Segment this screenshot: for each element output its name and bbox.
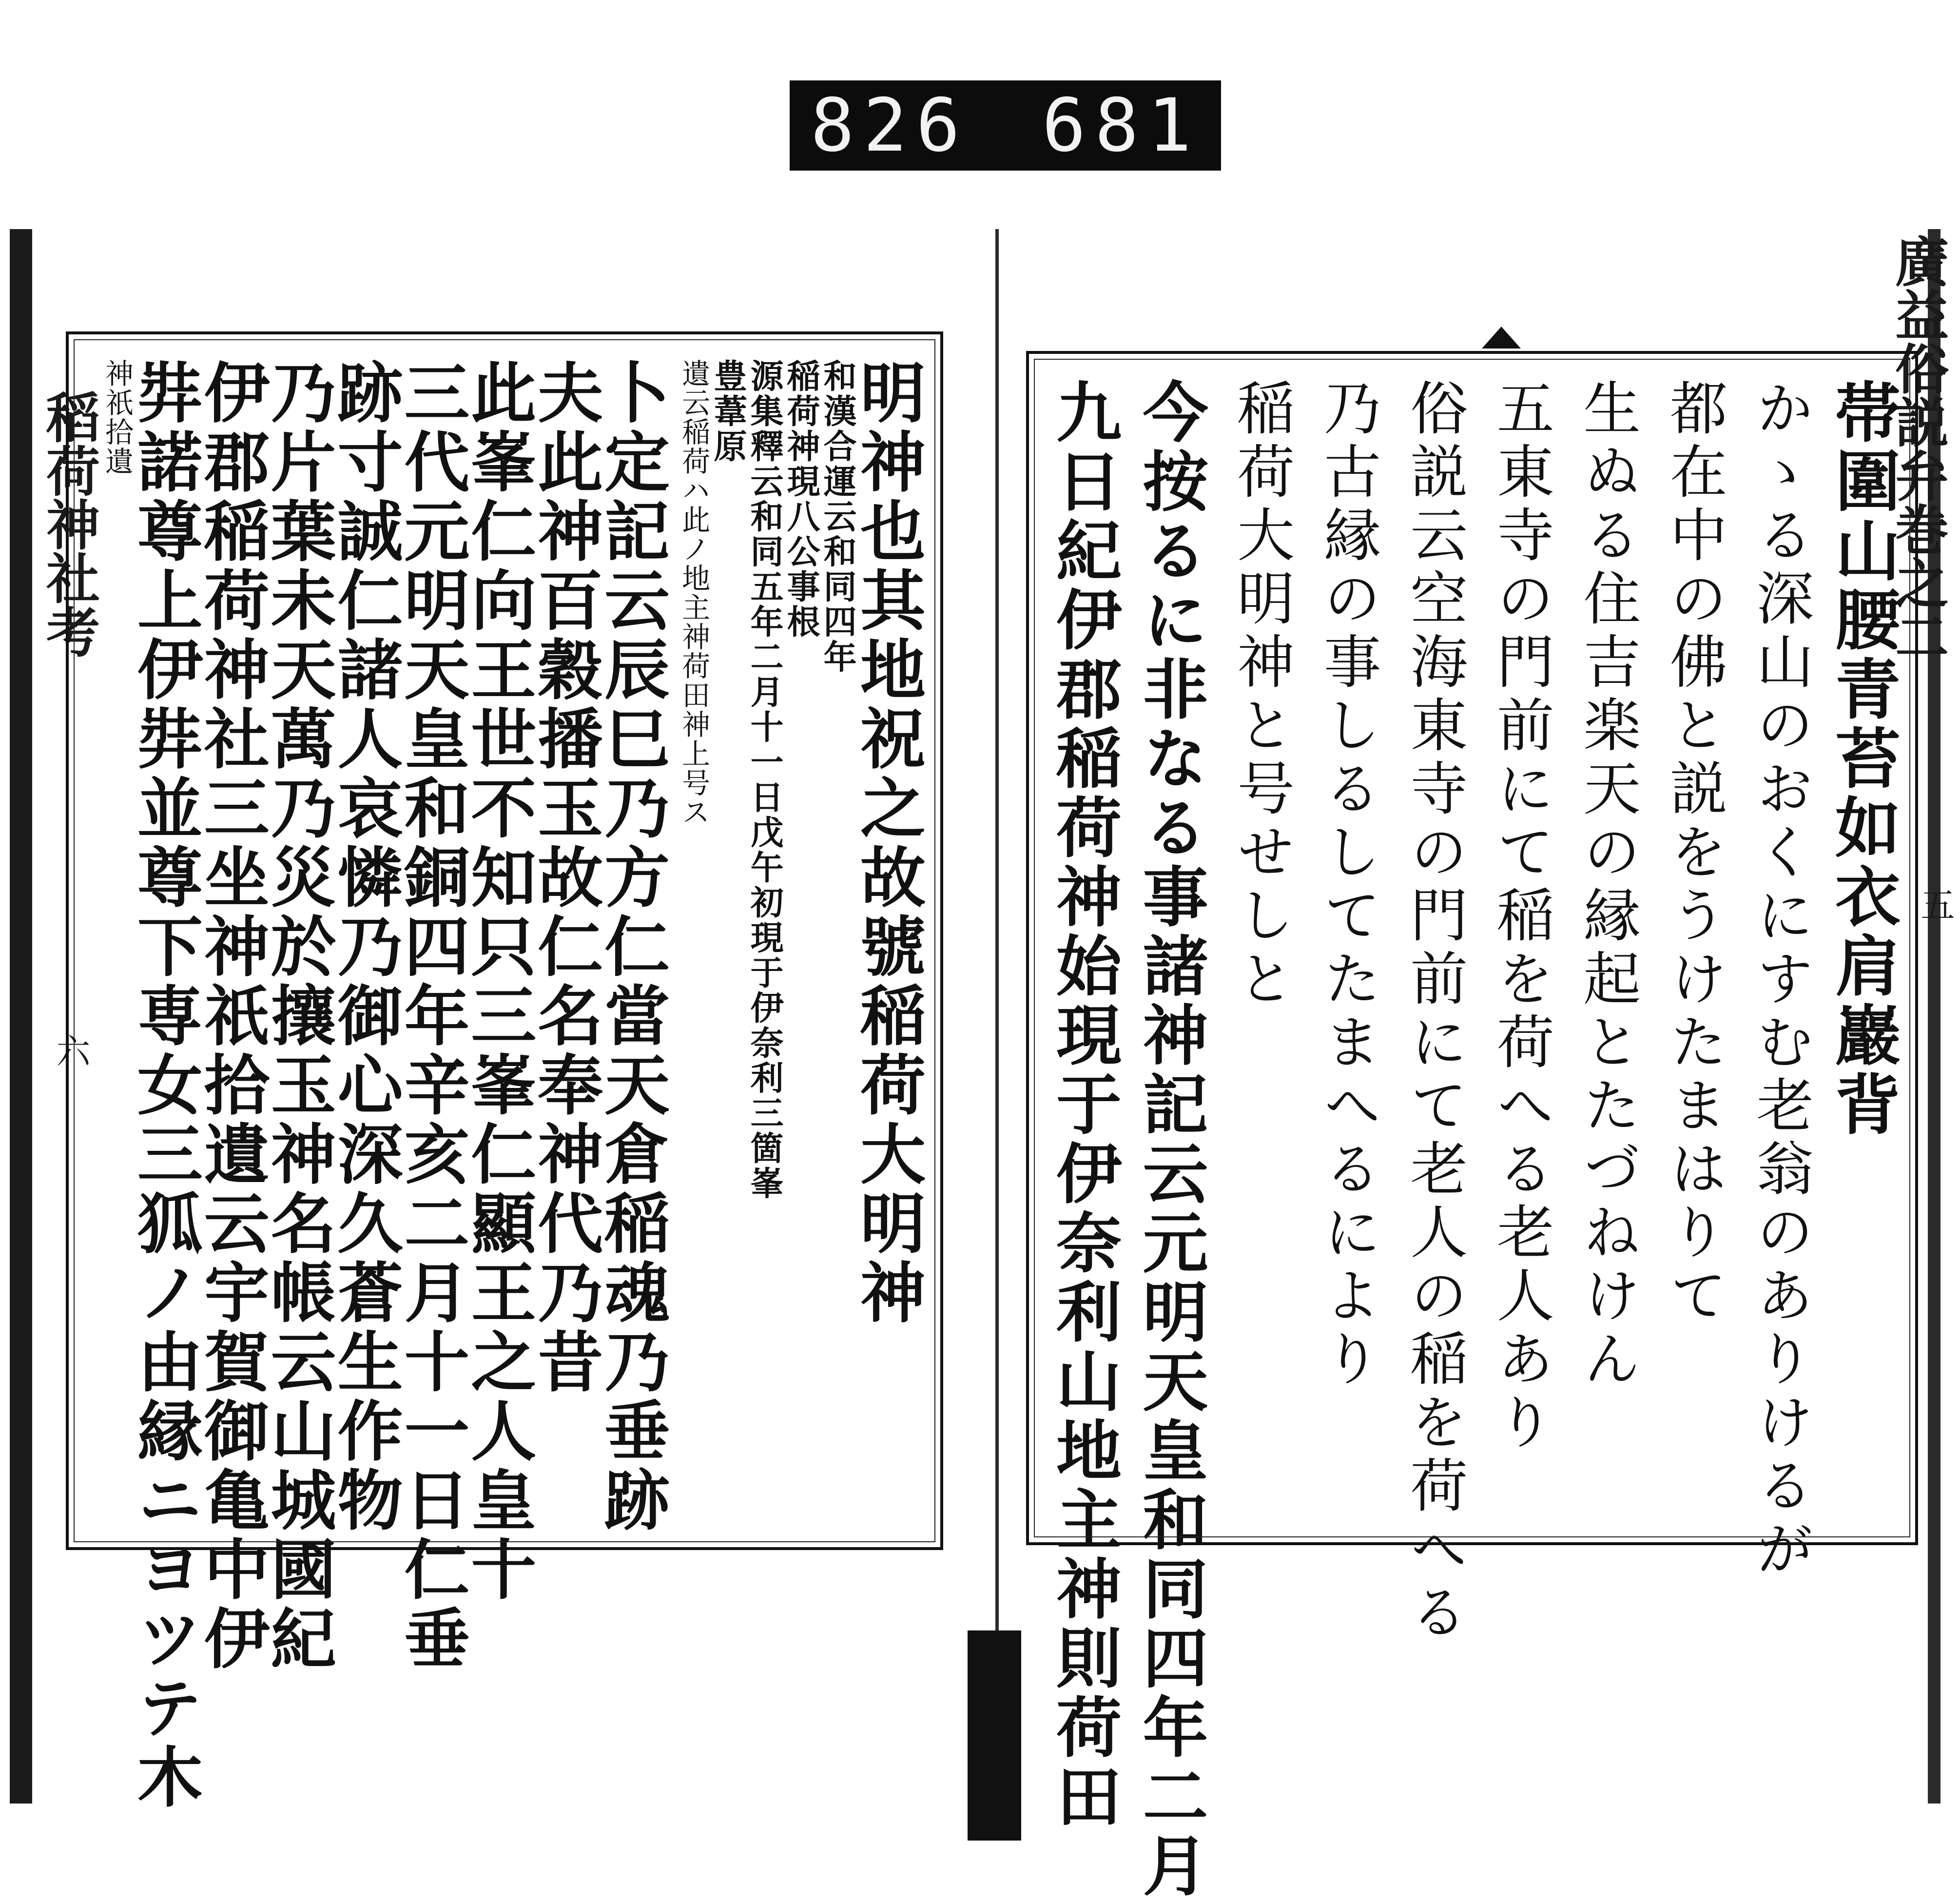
annotation-line: 和漢合運云和同四年 [818, 359, 857, 675]
right-page-side-title: 廣益俗説弁巻之二 [1886, 234, 1949, 663]
text-column: かゝる深山のおくにすむ老翁のありけるが [1747, 378, 1814, 1582]
text-column: 三代元明天皇和銅四年辛亥二月十一日仁垂 [393, 359, 471, 1674]
text-column: 此峯仁向王世不知只三峯仁顯王之人皇十 [460, 359, 538, 1605]
left-text-frame [66, 331, 943, 1812]
book-gutter-line [995, 229, 999, 1801]
right-text-frame [1026, 351, 1918, 1901]
triangle-marker-icon [1482, 327, 1521, 349]
text-column: 俗説云空海東寺の門前にて老人の稲を荷へる [1400, 378, 1468, 1646]
text-column: 明神也其地祝之故號稲荷大明神 [850, 359, 927, 1328]
annotation-column: 遺云稲荷ハ此ノ地主神荷田神上号ス [677, 359, 711, 827]
annotation-line: 豊葦原 [708, 359, 748, 464]
text-column: 九日紀伊郡稲荷神始現于伊奈利山地主神則荷田 [1046, 378, 1123, 1832]
catalog-id-left: 826 [810, 83, 969, 168]
text-column: 稲荷大明神と号せしと [1227, 378, 1295, 1012]
text-column: 跡寸誠仁諸人哀憐乃御心深久蒼生作物 [327, 359, 404, 1535]
text-column: 乃古縁の事しるしてたまへるにより [1314, 378, 1381, 1392]
text-column: 弉諾尊上伊弉並尊下専女三狐ノ由縁ニヨツテ木 [126, 359, 204, 1812]
annotation-line: 源集釋云和同五年二月十一日戊午初現于伊奈利三箇峯 [745, 359, 784, 1201]
book-gutter-block [968, 1630, 1021, 1841]
annotation-column [708, 359, 784, 1528]
text-column: 五東寺の門前にて稲を荷へる老人あり [1487, 378, 1554, 1455]
text-column: 伊郡稲荷神社三坐神祇拾遺云宇賀御亀中伊 [193, 359, 271, 1674]
text-column: 帯圍山腰青苔如衣肩巖背 [1824, 378, 1902, 1140]
annotation-column [781, 359, 857, 1528]
catalog-id-label [790, 80, 1221, 171]
text-column: 今按るに非なる事諸神記云元明天皇和同四年二月 [1132, 378, 1209, 1901]
catalog-id-right: 681 [1042, 83, 1201, 168]
text-column: 乃片葉未天萬乃災於攘玉神名帳云山城國紀 [260, 359, 337, 1674]
annotation-column: 神祇拾遺 [100, 359, 134, 476]
text-column: 生ぬる住吉楽天の縁起とたづねけん [1573, 378, 1641, 1392]
annotation-line: 稲荷神現八公事根 [781, 359, 821, 640]
left-page-side-title: 稻荷神社考 [38, 390, 100, 658]
text-column: 卜定記云辰巳乃方仁當天倉稲魂乃垂跡 [594, 359, 671, 1535]
left-page-number: 六 [51, 1033, 91, 1067]
text-column: 夫此神百穀播玉故仁名奉神代乃昔 [527, 359, 604, 1397]
text-column: 都在中の佛と説をうけたまはりて [1660, 378, 1727, 1329]
right-page-number: 五 [1915, 887, 1955, 921]
